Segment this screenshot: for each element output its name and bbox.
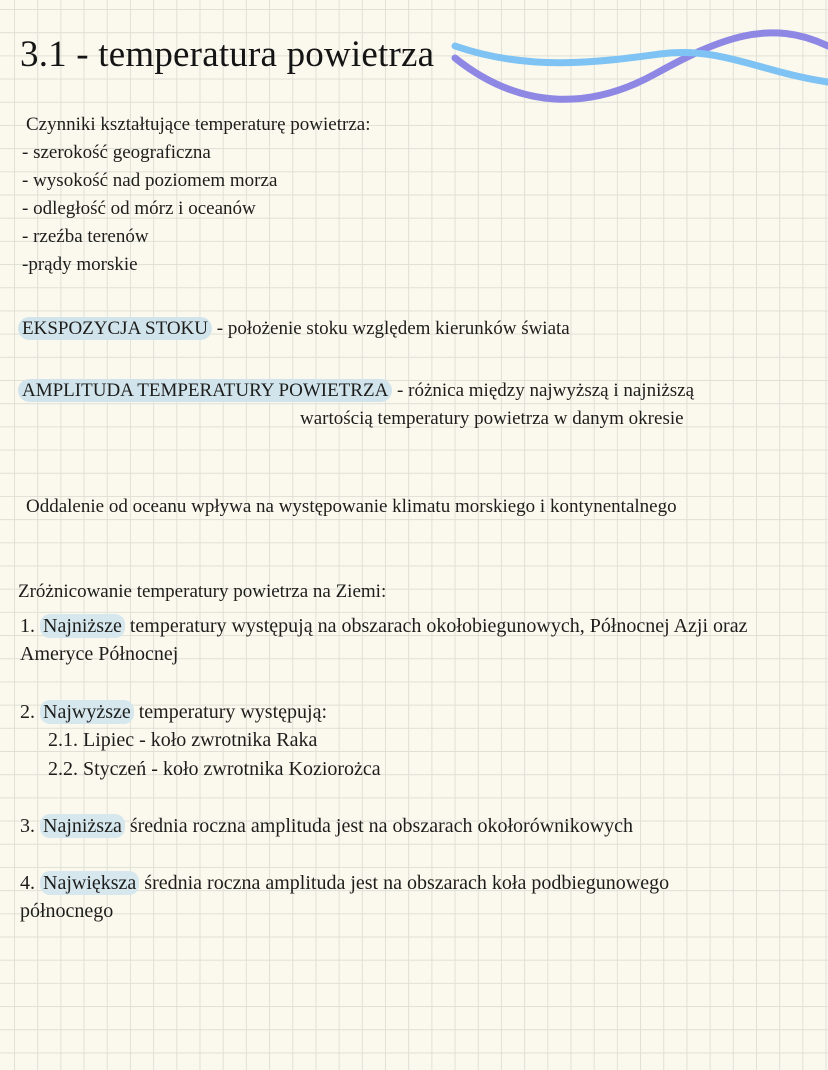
highlighted-word: Najwyższe bbox=[40, 700, 134, 724]
definition-slope-exposure bbox=[18, 315, 570, 343]
point-1 bbox=[20, 612, 747, 640]
point-text: temperatury występują: bbox=[133, 701, 328, 723]
point-number: 4. bbox=[20, 872, 40, 894]
point-text: średnia roczna amplituda jest na obszarach okołorównikowych bbox=[124, 815, 634, 837]
highlighted-term: EKSPOZYCJA STOKU bbox=[18, 317, 212, 340]
definition-amplitude bbox=[18, 377, 694, 405]
factor-item: - szerokość geograficzna bbox=[22, 142, 211, 163]
differentiation-heading: Zróżnicowanie temperatury powietrza na Ziemi: bbox=[18, 581, 387, 602]
point-1-continued: Ameryce Północnej bbox=[20, 643, 179, 665]
factor-item: - rzeźba terenów bbox=[22, 226, 149, 247]
point-3 bbox=[20, 812, 633, 840]
factor-item: - odległość od mórz i oceanów bbox=[22, 198, 256, 219]
highlighted-term: AMPLITUDA TEMPERATURY POWIETRZA bbox=[18, 379, 392, 402]
point-number: 1. bbox=[20, 615, 40, 637]
point-2 bbox=[20, 698, 327, 726]
factor-item: -prądy morskie bbox=[22, 254, 138, 275]
sub-point: 2.2. Styczeń - koło zwrotnika Koziorożca bbox=[48, 758, 381, 780]
definition-text: - położenie stoku względem kierunków świata bbox=[212, 318, 570, 339]
point-4-continued: północnego bbox=[20, 900, 114, 922]
page-title: 3.1 - temperatura powietrza bbox=[20, 34, 435, 75]
point-number: 2. bbox=[20, 701, 40, 723]
point-number: 3. bbox=[20, 815, 40, 837]
remark: Oddalenie od oceanu wpływa na występowanie klimatu morskiego i kontynentalnego bbox=[26, 496, 677, 517]
wave-blue bbox=[455, 46, 828, 82]
factors-heading: Czynniki kształtujące temperaturę powietrza: bbox=[26, 114, 371, 135]
sub-point: 2.1. Lipiec - koło zwrotnika Raka bbox=[48, 729, 318, 751]
factor-item: - wysokość nad poziomem morza bbox=[22, 170, 278, 191]
point-text: średnia roczna amplituda jest na obszarach koła podbiegunowego bbox=[139, 872, 670, 894]
definition-text: - różnica między najwyższą i najniższą bbox=[392, 380, 695, 401]
highlighted-word: Najniższa bbox=[40, 814, 125, 838]
point-text: temperatury występują na obszarach okołobiegunowych, Północnej Azji oraz bbox=[124, 615, 748, 637]
highlighted-word: Największa bbox=[40, 871, 139, 895]
highlighted-word: Najniższe bbox=[40, 614, 125, 638]
definition-text-continued: wartością temperatury powietrza w danym okresie bbox=[300, 408, 684, 429]
point-4 bbox=[20, 869, 669, 897]
wave-purple bbox=[455, 33, 828, 99]
